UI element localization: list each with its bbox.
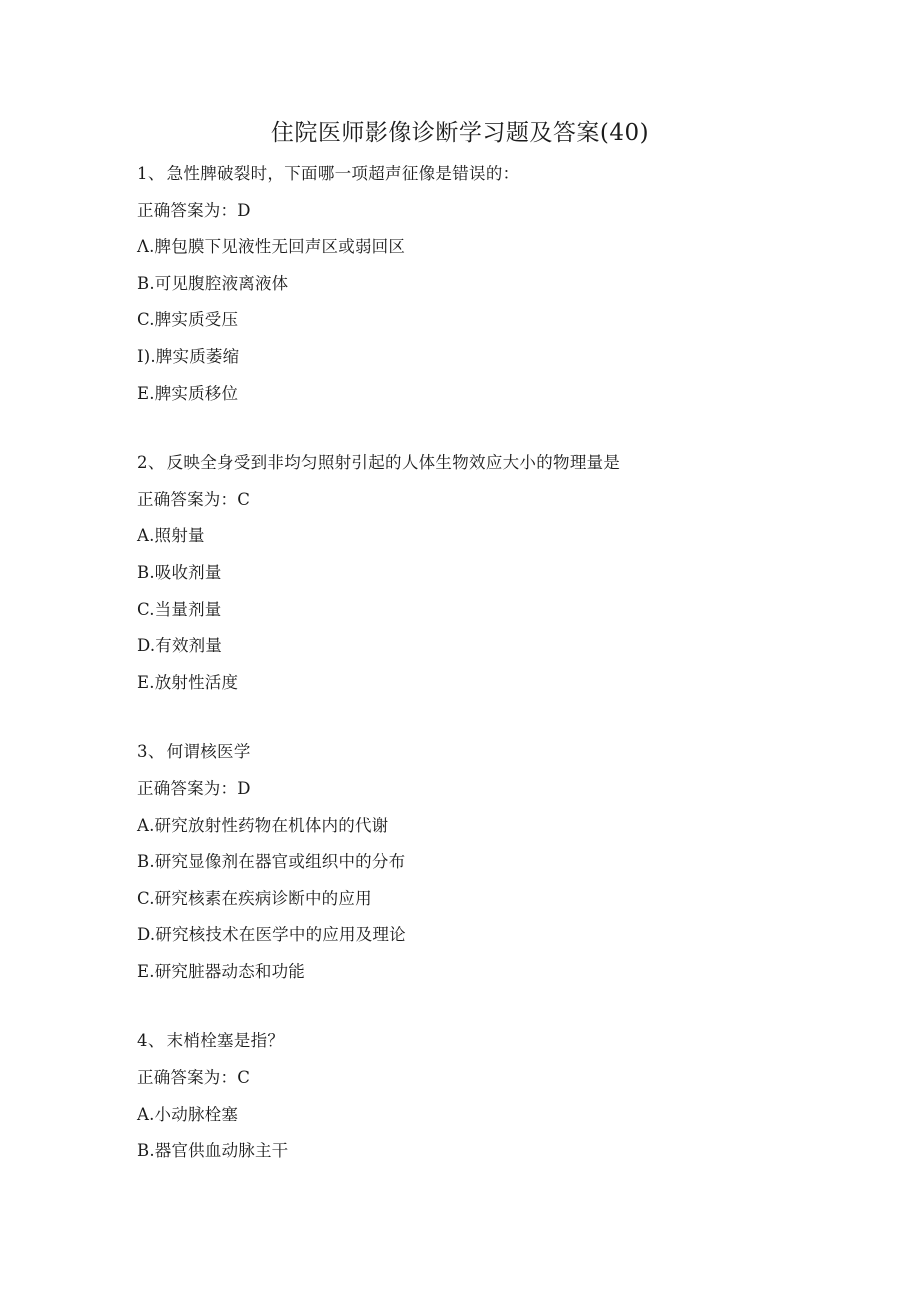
question-2	[137, 445, 837, 701]
question-number: 2	[137, 453, 148, 473]
option-d: D.有效剂量	[137, 636, 223, 656]
option-e: E.放射性活度	[137, 672, 239, 692]
option-a: A.照射量	[137, 526, 205, 546]
option-a: A.研究放射性药物在机体内的代谢	[137, 815, 389, 835]
question-text: 末梢栓塞是指？	[166, 1031, 285, 1051]
question-number: 3	[137, 742, 148, 762]
question-stem	[137, 445, 837, 482]
question-text: 何谓核医学	[166, 742, 251, 762]
question-separator: 、	[147, 164, 165, 183]
question-1	[137, 156, 837, 412]
correct-answer: 正确答案为：D	[137, 778, 251, 798]
correct-answer: 正确答案为：C	[137, 1068, 251, 1088]
option-b: B.研究显像剂在器官或组织中的分布	[137, 852, 406, 872]
option-e: E.脾实质移位	[137, 383, 239, 403]
option-a: Λ.脾包膜下见液性无回声区或弱回区	[137, 237, 406, 257]
question-stem	[137, 1023, 837, 1060]
correct-answer: 正确答案为：D	[137, 200, 251, 220]
question-text: 反映全身受到非均匀照射引起的人体生物效应大小的物理量是	[166, 453, 621, 473]
option-a: A.小动脉栓塞	[137, 1104, 239, 1124]
question-number: 4	[137, 1031, 148, 1051]
correct-answer: 正确答案为：C	[137, 489, 251, 509]
option-b: B.可见腹腔液离液体	[137, 273, 289, 293]
option-d: D.研究核技术在医学中的应用及理论	[137, 925, 406, 945]
question-separator: 、	[147, 742, 165, 762]
option-c: C.当量剂量	[137, 599, 222, 619]
question-3	[137, 734, 837, 990]
option-c: C.研究核素在疾病诊断中的应用	[137, 888, 372, 908]
option-e: E.研究脏器动态和功能	[137, 961, 305, 981]
question-text: 急性脾破裂时，下面哪一项超声征像是错误的：	[166, 164, 520, 183]
question-stem	[137, 156, 837, 193]
question-separator: 、	[147, 453, 165, 473]
option-b: B.吸收剂量	[137, 562, 222, 582]
question-stem	[137, 734, 837, 771]
question-list	[137, 156, 837, 1203]
question-separator: 、	[147, 1031, 165, 1051]
document-title: 住院医师影像诊断学习题及答案(40)	[270, 120, 650, 146]
option-d: I).脾实质萎缩	[137, 346, 240, 366]
question-number: 1	[137, 164, 148, 183]
question-4	[137, 1023, 837, 1169]
option-b: B.器官供血动脉主干	[137, 1141, 289, 1161]
option-c: C.脾实质受压	[137, 310, 239, 330]
